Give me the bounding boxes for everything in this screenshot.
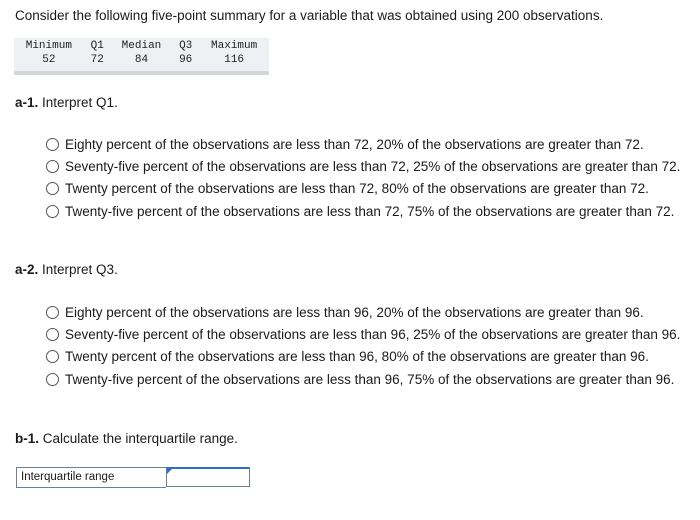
- summary-value-q3: 96: [179, 54, 193, 66]
- a1-option-2[interactable]: [46, 155, 680, 177]
- question-a2-heading: [15, 262, 118, 277]
- summary-header-min: Minimum: [25, 40, 72, 52]
- question-a1-heading: [15, 95, 118, 110]
- option-label: Eighty percent of the observations are less than 96, 20% of the observations are greater than 96.: [65, 304, 644, 320]
- summary-header-q3: Q3: [179, 40, 193, 52]
- option-label: Twenty percent of the observations are less than 72, 80% of the observations are greater than 72.: [65, 181, 649, 197]
- interquartile-range-row: [16, 467, 250, 488]
- summary-header-max: Maximum: [211, 40, 258, 52]
- radio-button[interactable]: [46, 138, 59, 151]
- option-label: Twenty percent of the observations are less than 96, 80% of the observations are greater than 96.: [65, 349, 649, 365]
- summary-value-row: [14, 53, 269, 71]
- option-label: Seventy-five percent of the observations are less than 96, 25% of the observations are greater than 96.: [65, 326, 681, 342]
- a1-option-3[interactable]: [46, 178, 680, 200]
- option-label: Eighty percent of the observations are less than 72, 20% of the observations are greater than 72.: [65, 136, 644, 152]
- radio-button[interactable]: [46, 306, 59, 319]
- summary-header-median: Median: [121, 40, 162, 52]
- summary-header-row: [14, 38, 269, 53]
- radio-button[interactable]: [46, 205, 59, 218]
- a1-option-1[interactable]: [46, 133, 680, 155]
- summary-value-median: 84: [134, 54, 149, 66]
- five-point-summary-table: [14, 38, 269, 75]
- option-label: Twenty-five percent of the observations are less than 96, 75% of the observations are greater than 96.: [65, 371, 675, 387]
- question-a1-text: Interpret Q1.: [42, 95, 118, 110]
- interquartile-range-label: Interquartile range: [16, 467, 166, 488]
- question-a1-options: [46, 133, 680, 222]
- question-b1-text: Calculate the interquartile range.: [42, 431, 238, 446]
- question-b1-heading: [15, 431, 238, 446]
- a1-option-4[interactable]: [46, 200, 680, 222]
- intro-text: Consider the following five-point summary for a variable that was obtained using 200 observations.: [15, 8, 604, 23]
- question-a1-number: a-1.: [15, 95, 39, 110]
- option-label: Twenty-five percent of the observations are less than 72, 75% of the observations are greater than 72.: [65, 203, 675, 219]
- radio-button[interactable]: [46, 350, 59, 363]
- summary-value-min: 52: [42, 54, 56, 66]
- question-a2-options: [46, 301, 680, 390]
- radio-button[interactable]: [46, 373, 59, 386]
- a2-option-1[interactable]: [46, 301, 680, 323]
- question-a2-text: Interpret Q3.: [42, 262, 118, 277]
- question-a2-number: a-2.: [15, 262, 39, 277]
- a2-option-3[interactable]: [46, 346, 680, 368]
- a2-option-4[interactable]: [46, 368, 680, 390]
- a2-option-2[interactable]: [46, 323, 680, 345]
- summary-value-q1: 72: [90, 54, 104, 66]
- summary-header-q1: Q1: [90, 40, 104, 52]
- option-label: Seventy-five percent of the observations are less than 72, 25% of the observations are greater than 72.: [65, 158, 681, 174]
- interquartile-range-input[interactable]: [166, 467, 250, 487]
- radio-button[interactable]: [46, 160, 59, 173]
- radio-button[interactable]: [46, 328, 59, 341]
- question-b1-number: b-1.: [15, 431, 40, 446]
- input-corner-marker-icon: [167, 469, 172, 474]
- summary-value-max: 116: [224, 54, 245, 66]
- radio-button[interactable]: [46, 182, 59, 195]
